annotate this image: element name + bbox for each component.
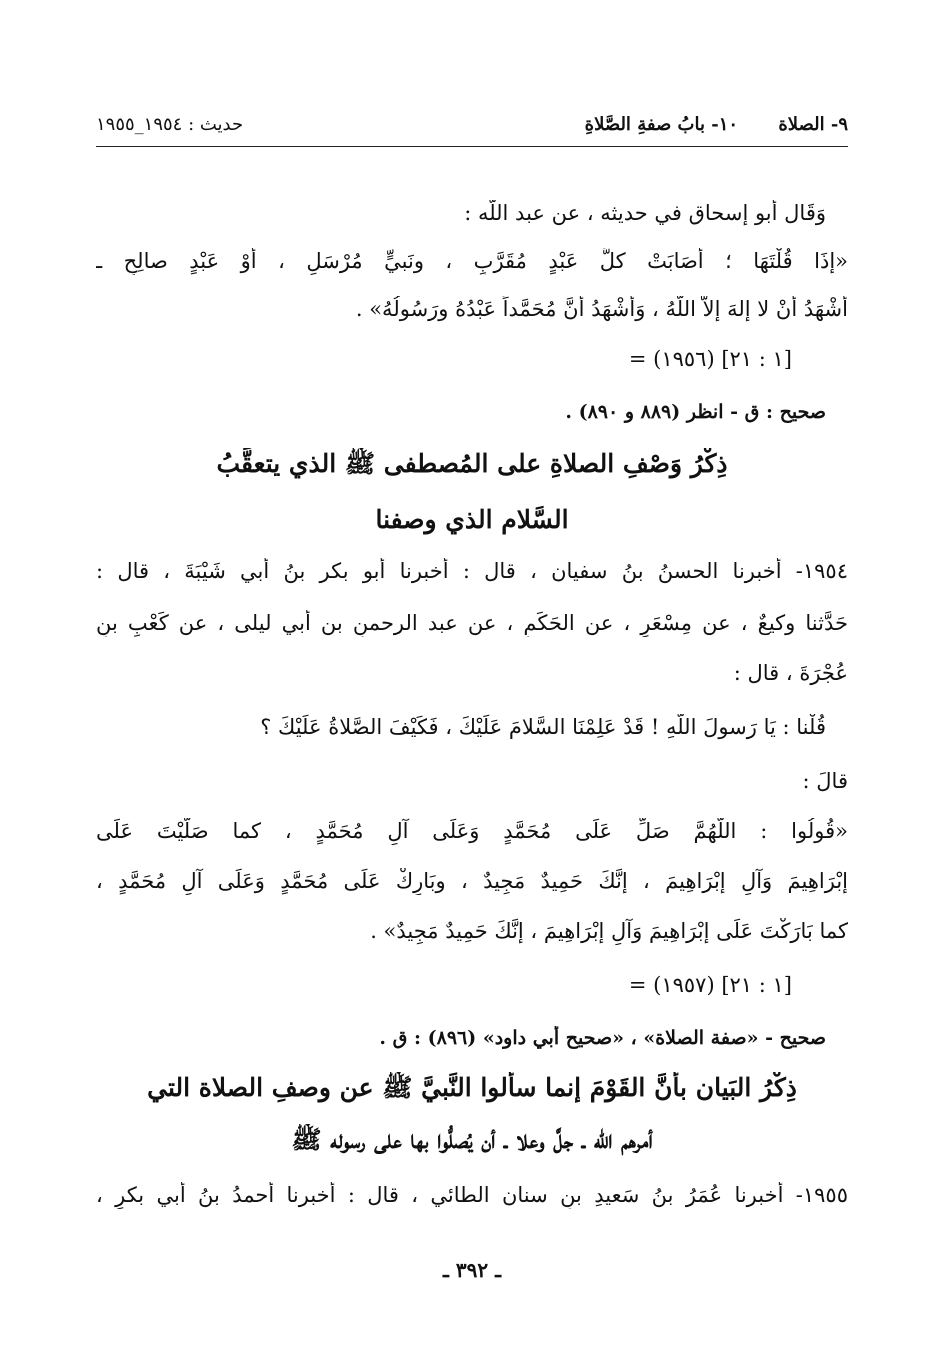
section-heading: السَّلام الذي وصفنا <box>375 505 569 534</box>
section-heading: ذِكْرُ وَصْفِ الصلاةِ على المُصطفى ﷺ الذي يتعقَّبُ <box>216 449 728 478</box>
text-line: قُلْنا : يَا رَسولَ اللّهِ ! قَدْ عَلِمْنَا السَّلامَ عَلَيْكَ ، فَكَيْفَ الصَّلاةُ عَلَيْكَ ؟ <box>260 715 826 739</box>
text-line: «إذَا قُلْتَهَا ؛ أصَابَتْ كلَّ عَبْدٍ مُقَرَّبٍ ، ونَبيٍّ مُرْسَلٍ ، أوْ عَبْدٍ صالِحٍ ـ <box>96 249 848 273</box>
hadith-reference: = (١٩٥٦) [١ : ٢١] <box>628 347 792 371</box>
text-line: ١٩٥٤- أخبرنا الحسنُ بنُ سفيان ، قال : أخبرنا أبو بكر بنُ أبي شَيْبَةَ ، قال : <box>96 559 848 583</box>
text-line: كما بَارَكْتَ عَلَى إبْرَاهِيمَ وَآلِ إبْرَاهِيمَ ، إنَّكَ حَمِيدٌ مَجِيدٌ» . <box>370 919 848 943</box>
header-chapter: ١٠- بابُ صفةِ الصَّلاةِ <box>584 114 739 135</box>
text-line: «قُولُوا : اللَّهُمَّ صَلِّ عَلَى مُحَمَّدٍ وَعَلَى آلِ مُحَمَّدٍ ، كما صَلَّيْتَ عَلَى <box>96 819 848 843</box>
header-titles <box>551 114 848 135</box>
section-heading: ذِكْرُ البَيان بأنَّ القَوْمَ إنما سألوا النَّبيَّ ﷺ عن وصفِ الصلاة التي <box>147 1073 797 1102</box>
text-line: حَدَّثنا وكيعٌ ، عن مِسْعَرٍ ، عن الحَكَمِ ، عن عبد الرحمنِ بن أبي ليلى ، عن كَعْبِ بنِ <box>96 611 848 635</box>
text-line: ١٩٥٥- أخبرنا عُمَرُ بنُ سَعيدِ بنِ سنان الطائي ، قال : أخبرنا أحمدُ بنُ أبي بكرٍ ، <box>96 1183 848 1207</box>
text-line: وَقَال أبو إسحاق في حديثه ، عن عبد اللّه : <box>464 201 826 225</box>
grading-note: صحيح : ق - انظر (٨٨٩ و ٨٩٠) . <box>565 401 826 423</box>
hadith-reference: = (١٩٥٧) [١ : ٢١] <box>628 973 792 997</box>
section-heading: أمرهم اللّه ـ جلَّ وعلا ـ أن يُصلُّوا بها على رسوله ﷺ <box>291 1125 653 1154</box>
running-header <box>96 112 848 147</box>
header-book: ٩- الصلاة <box>778 114 848 135</box>
text-line: قالَ : <box>802 769 848 793</box>
grading-note: صحيح - «صفة الصلاة» ، «صحيح أبي داود» (٨٩٦) : ق . <box>379 1027 826 1049</box>
text-line: أَشْهَدُ أَنْ لا إلهَ إلاّ اللّهُ ، وَأَشْهَدُ أَنَّ مُحَمَّداً عَبْدُهُ ورَسُولُهُ» . <box>355 297 848 321</box>
text-line: عُجْرَةَ ، قال : <box>733 661 848 685</box>
text-line: إبْرَاهِيمَ وَآلِ إبْرَاهِيمَ ، إنَّكَ حَمِيدٌ مَجِيدٌ ، وبَارِكْ عَلَى مُحَمَّدٍ وَعَلَى آلِ مُحَمَّدٍ ، <box>96 869 848 893</box>
page-number: ـ ٣٩٢ ـ <box>443 1258 501 1282</box>
document-page <box>96 112 848 1312</box>
header-hadith-range: حديث : ١٩٥٤_١٩٥٥ <box>96 114 244 135</box>
